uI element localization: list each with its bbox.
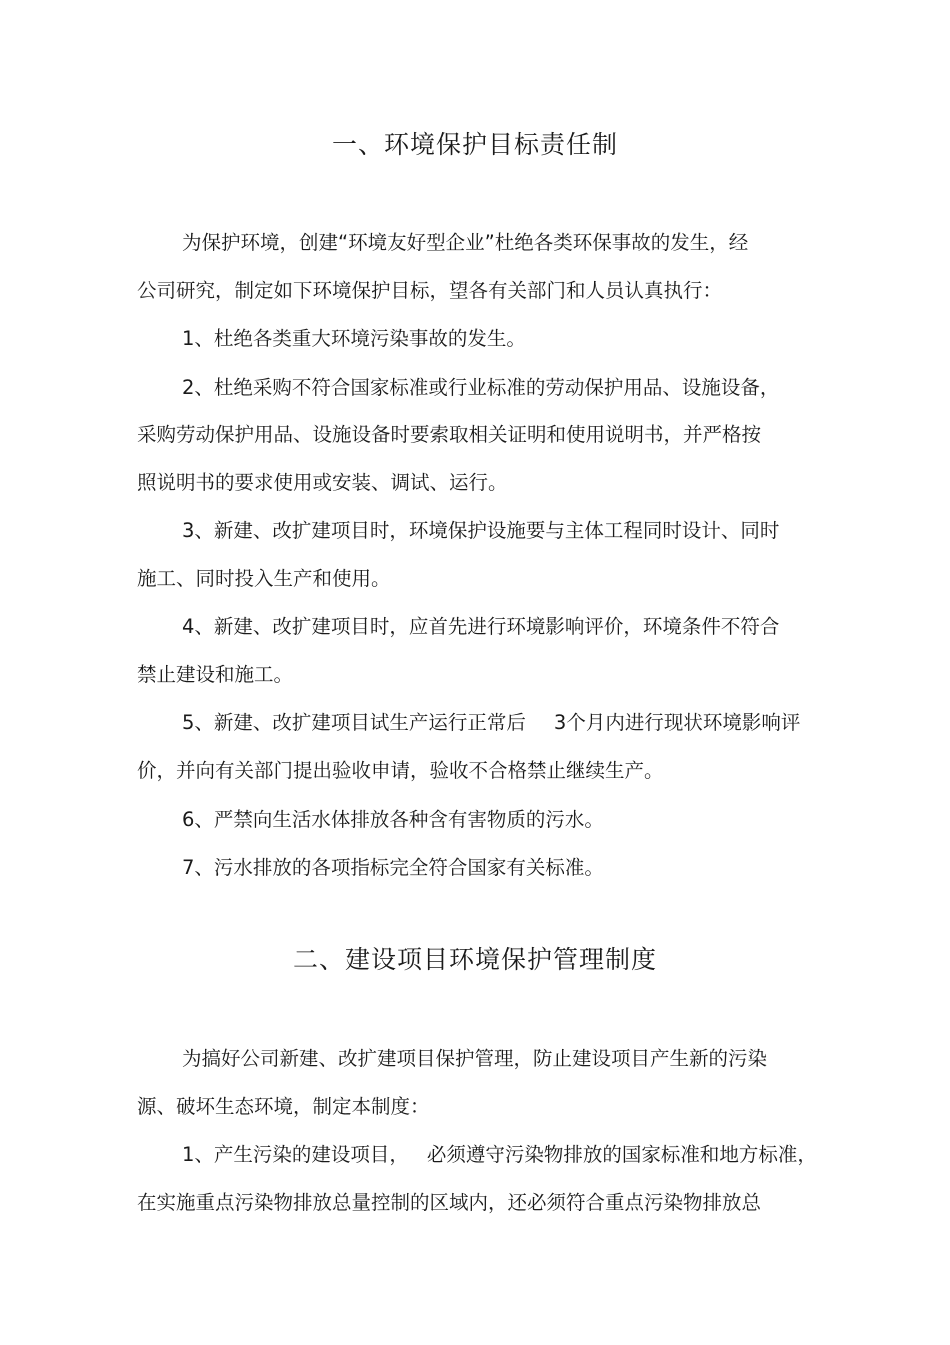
section-2-item-1-line-2: 在实施重点污染物排放总量控制的区域内，还必须符合重点污染物排放总 bbox=[137, 1191, 762, 1214]
section-2-item-1-line-1-part-b: 必须遵守污染物排放的国家标准和地方标准， bbox=[426, 1143, 817, 1166]
section-1-item-3-line-2: 施工、同时投入生产和使用。 bbox=[137, 567, 391, 590]
section-1-item-2-line-2: 采购劳动保护用品、设施设备时要索取相关证明和使用说明书，并严格按 bbox=[137, 423, 762, 446]
section-2-intro-line-2: 源、破坏生态环境，制定本制度： bbox=[137, 1095, 430, 1118]
section-1-title: 一、环境保护目标责任制 bbox=[331, 130, 618, 159]
section-1-item-1: 1、杜绝各类重大环境污染事故的发生。 bbox=[182, 327, 526, 350]
section-2-intro-line-1: 为搞好公司新建、改扩建项目保护管理，防止建设项目产生新的污染 bbox=[182, 1047, 768, 1070]
section-2-item-1-line-1-part-a: 1、产生污染的建设项目， bbox=[182, 1143, 409, 1166]
section-1-item-5-line-1-part-b: 3个月内进行现状环境影响评 bbox=[553, 711, 801, 734]
section-1-item-4-line-1: 4、新建、改扩建项目时，应首先进行环境影响评价，环境条件不符合 bbox=[182, 615, 780, 638]
section-2-item-1-line-1 bbox=[182, 1141, 817, 1169]
section-1-intro-line-1: 为保护环境，创建“环境友好型企业”杜绝各类环保事故的发生，经 bbox=[182, 231, 749, 254]
section-1-item-6: 6、严禁向生活水体排放各种含有害物质的污水。 bbox=[182, 808, 604, 831]
section-1-item-7: 7、污水排放的各项指标完全符合国家有关标准。 bbox=[182, 856, 604, 879]
section-1-item-5-line-1 bbox=[182, 709, 800, 737]
section-1-intro-line-2: 公司研究，制定如下环境保护目标，望各有关部门和人员认真执行： bbox=[137, 279, 723, 302]
section-1-item-3-line-1: 3、新建、改扩建项目时，环境保护设施要与主体工程同时设计、同时 bbox=[182, 519, 780, 542]
section-1-item-2-line-1: 2、杜绝采购不符合国家标准或行业标准的劳动保护用品、设施设备， bbox=[182, 376, 780, 399]
section-1-item-4-line-2: 禁止建设和施工。 bbox=[137, 663, 294, 686]
section-1-item-5-line-1-part-a: 5、新建、改扩建项目试生产运行正常后 bbox=[182, 711, 526, 734]
section-1-item-5-line-2: 价，并向有关部门提出验收申请，验收不合格禁止继续生产。 bbox=[137, 759, 664, 782]
section-1-item-2-line-3: 照说明书的要求使用或安装、调试、运行。 bbox=[137, 471, 508, 494]
section-2-title: 二、建设项目环境保护管理制度 bbox=[292, 945, 657, 974]
